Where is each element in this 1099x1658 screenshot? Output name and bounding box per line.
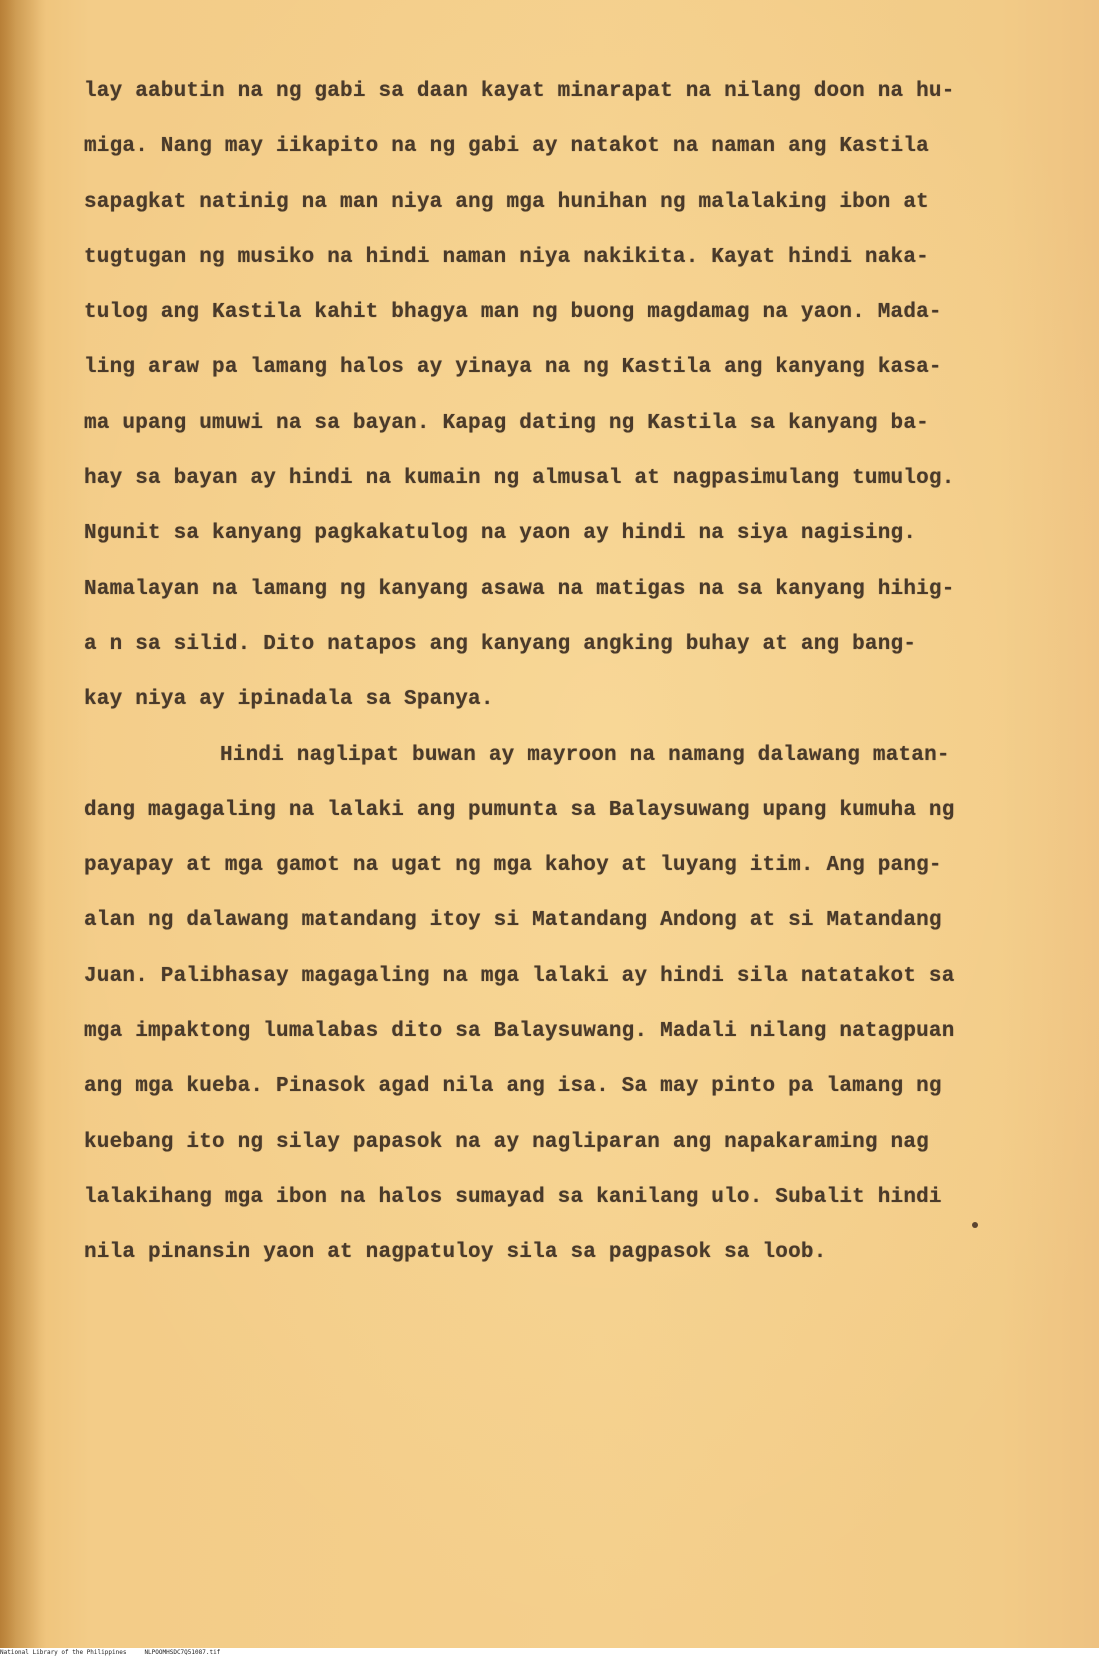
text-line-3: sapagkat natinig na man niya ang mga hunihan ng malalaking ibon at bbox=[84, 190, 929, 214]
text-line-15: payapay at mga gamot na ugat ng mga kahoy at luyang itim. Ang pang- bbox=[84, 854, 942, 878]
text-line-19: ang mga kueba. Pinasok agad nila ang isa. Sa may pinto pa lamang ng bbox=[84, 1075, 942, 1099]
text-line-6: ling araw pa lamang halos ay yinaya na ng Kastila ang kanyang kasa- bbox=[84, 356, 942, 380]
text-line-2: miga. Nang may iikapito na ng gabi ay natakot na naman ang Kastila bbox=[84, 135, 929, 159]
footer-file-id: NLPOOMHSDC7Q51087.tif bbox=[144, 1649, 221, 1656]
text-line-16: alan ng dalawang matandang itoy si Matandang Andong at si Matandang bbox=[84, 909, 942, 933]
text-line-20: kuebang ito ng silay papasok na ay nagliparan ang napakaraming nag bbox=[84, 1130, 929, 1154]
text-line-9: Ngunit sa kanyang pagkakatulog na yaon ay hindi na siya nagising. bbox=[84, 522, 917, 546]
text-line-1: lay aabutin na ng gabi sa daan kayat minarapat na nilang doon na hu- bbox=[84, 80, 955, 103]
footer-institution: National Library of the Philippines bbox=[0, 1649, 127, 1656]
text-line-22: nila pinansin yaon at nagpatuloy sila sa pagpasok sa loob. bbox=[84, 1241, 827, 1265]
text-line-8: hay sa bayan ay hindi na kumain ng almusal at nagpasimulang tumulog. bbox=[84, 467, 955, 491]
text-line-4: tugtugan ng musiko na hindi naman niya nakikita. Kayat hindi naka- bbox=[84, 245, 929, 269]
text-line-12: kay niya ay ipinadala sa Spanya. bbox=[84, 688, 494, 712]
text-line-17: Juan. Palibhasay magagaling na mga lalaki ay hindi sila natatakot sa bbox=[84, 964, 955, 988]
text-line-5: tulog ang Kastila kahit bhagya man ng buong magdamag na yaon. Mada- bbox=[84, 301, 942, 325]
text-line-13-paragraph-start: Hindi naglipat buwan ay mayroon na namang dalawang matan- bbox=[220, 743, 950, 767]
text-line-7: ma upang umuwi na sa bayan. Kapag dating ng Kastila sa kanyang ba- bbox=[84, 411, 929, 435]
text-line-11: a n sa silid. Dito natapos ang kanyang angking buhay at ang bang- bbox=[84, 632, 917, 656]
text-line-10: Namalayan na lamang ng kanyang asawa na matigas na sa kanyang hihig- bbox=[84, 577, 955, 601]
text-line-21: lalakihang mga ibon na halos sumayad sa kanilang ulo. Subalit hindi bbox=[84, 1185, 942, 1209]
ink-speck bbox=[972, 1222, 978, 1228]
typewritten-text bbox=[84, 72, 1004, 1289]
binding-shadow bbox=[0, 0, 46, 1648]
text-line-18: mga impaktong lumalabas dito sa Balaysuwang. Madali nilang natagpuan bbox=[84, 1020, 955, 1044]
scan-footer bbox=[0, 1648, 1099, 1658]
text-line-14: dang magagaling na lalaki ang pumunta sa Balaysuwang upang kumuha ng bbox=[84, 798, 955, 822]
